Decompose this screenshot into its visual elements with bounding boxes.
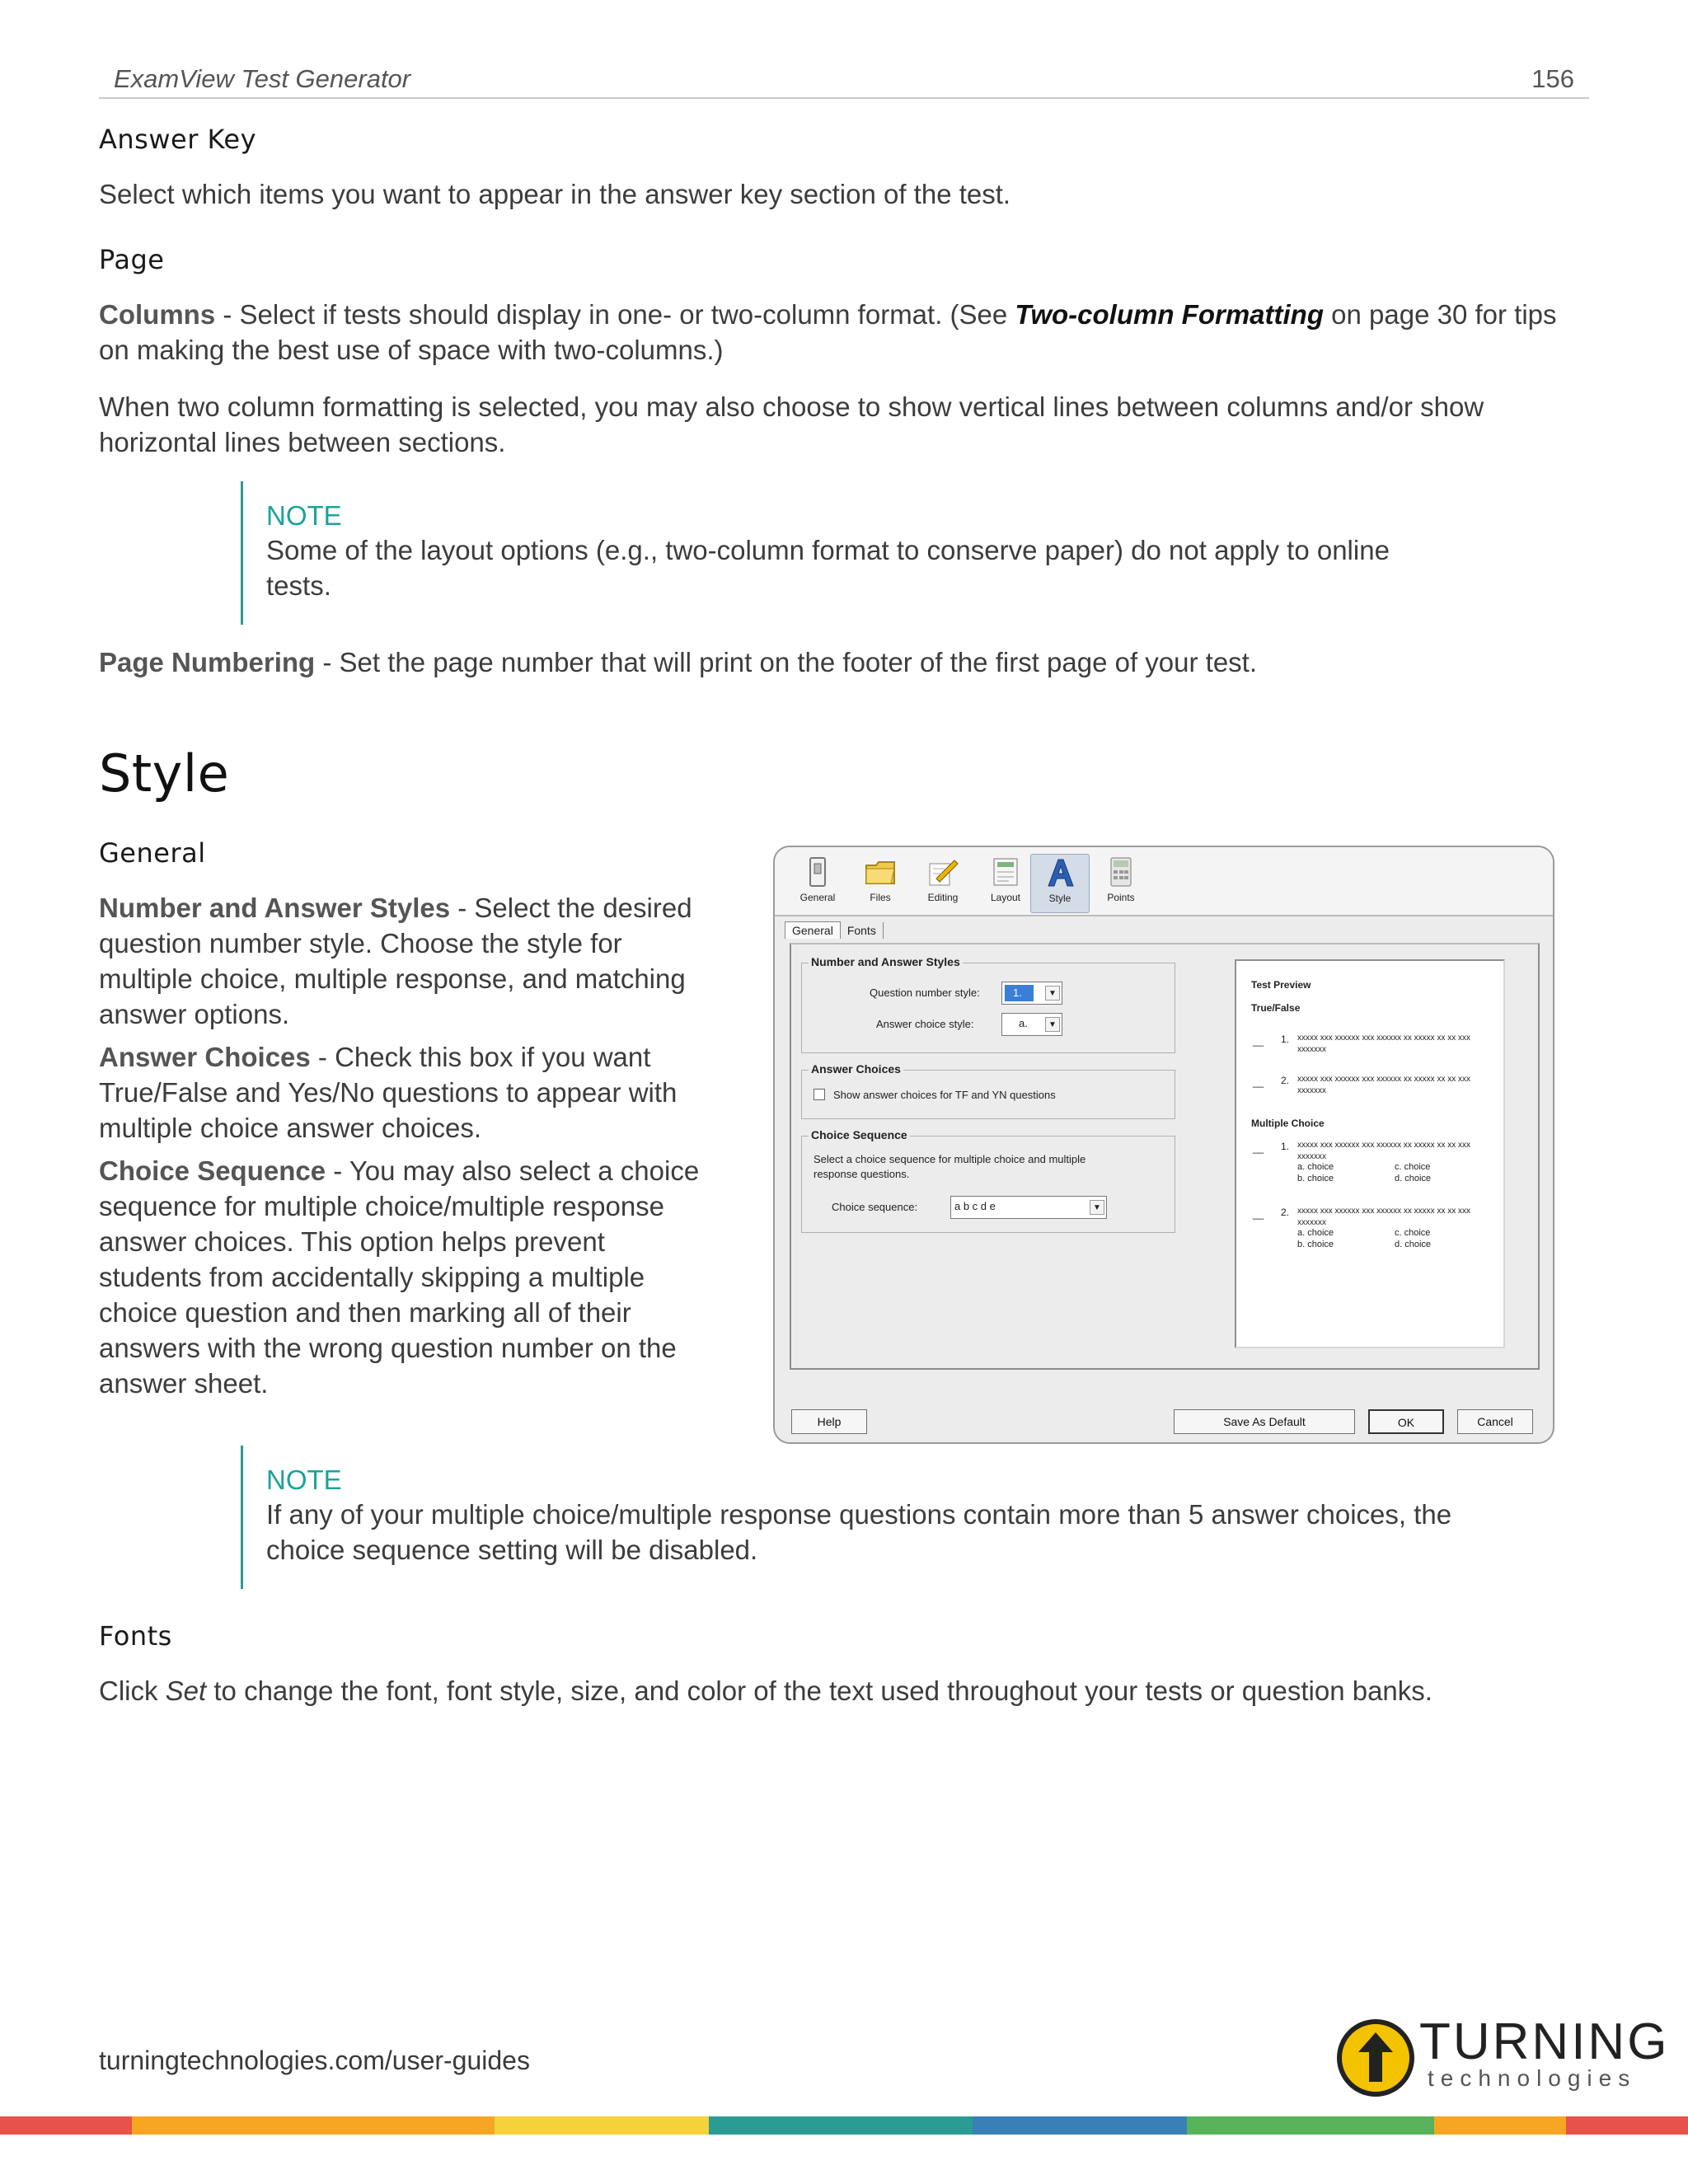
styles-paragraph (99, 890, 701, 1032)
toolbar-editing-label: Editing (927, 892, 959, 903)
two-column-paragraph: When two column formatting is selected, you may also choose to show vertical lines between columns and/or show horizontal lines between sections. (99, 391, 1484, 457)
fonts-text: Click (99, 1675, 166, 1706)
answer-choice-label: Answer choice style: (876, 1018, 974, 1030)
switch-icon (801, 855, 834, 888)
choices-lead: Answer Choices (99, 1042, 311, 1072)
two-column-link[interactable]: Two-column Formatting (1015, 299, 1324, 330)
chevron-down-icon: ▼ (1090, 1200, 1104, 1215)
turning-technologies-logo (1335, 2013, 1670, 2098)
sequence-paragraph (99, 1153, 701, 1401)
layout-note (241, 481, 1395, 625)
toolbar-files[interactable] (851, 854, 910, 913)
dialog-toolbar (775, 847, 1553, 916)
preview-line: xxxxx xxx xxxxxx xxx xxxxxx xx xxxxx xx xx xxx (1297, 1033, 1471, 1043)
logo-arrow-icon (1337, 2019, 1414, 2097)
dialog-tabs (785, 921, 884, 943)
font-style-icon (1043, 856, 1076, 889)
preview-blank: __ (1253, 1142, 1264, 1154)
logo-word: TURNING (1419, 2013, 1670, 2070)
style-heading: Style (99, 743, 230, 804)
sequence-lead: Choice Sequence (99, 1155, 326, 1186)
color-stripe (0, 2116, 1688, 2135)
fonts-paragraph (99, 1673, 1582, 1708)
preview-q1: 1. (1281, 1033, 1290, 1045)
styles-lead: Number and Answer Styles (99, 893, 451, 923)
pencil-icon (926, 855, 959, 888)
preview-title: Test Preview (1251, 979, 1311, 991)
toolbar-points[interactable] (1091, 854, 1151, 913)
options-dialog-screenshot (773, 846, 1554, 1444)
preview-blank: __ (1253, 1076, 1264, 1088)
preview-choice: b. choice (1297, 1240, 1334, 1249)
test-preview (1235, 959, 1505, 1348)
preview-choice: d. choice (1395, 1240, 1432, 1249)
question-number-select[interactable] (1001, 982, 1062, 1005)
layout-icon (989, 855, 1022, 888)
logo-subword: technologies (1428, 2065, 1637, 2091)
tab-general[interactable]: General (785, 921, 841, 939)
toolbar-style[interactable] (1030, 854, 1090, 913)
preview-choice: c. choice (1395, 1162, 1431, 1172)
styles-text: - Select the desired question number style. Choose the style for multiple choice, multiple response, and matching answer options. (99, 893, 692, 1029)
preview-choice: d. choice (1395, 1174, 1432, 1183)
calculator-icon (1104, 855, 1137, 888)
toolbar-general[interactable] (788, 854, 847, 913)
preview-q1: 1. (1281, 1141, 1290, 1152)
general-heading: General (99, 837, 206, 869)
preview-choice: a. choice (1297, 1162, 1334, 1172)
preview-blank: __ (1253, 1035, 1264, 1047)
columns-text-end: on page 30 for tips on making the best use of space with two-columns.) (99, 299, 1557, 365)
show-choices-checkbox[interactable] (814, 1089, 825, 1100)
preview-tf-heading: True/False (1251, 1002, 1301, 1014)
page-header (99, 64, 1589, 99)
answer-key-heading: Answer Key (99, 124, 257, 155)
preview-blank: __ (1253, 1208, 1264, 1220)
choices-text: - Check this box if you want True/False and Yes/No questions to appear with multiple choice answer choices. (99, 1042, 678, 1143)
sequence-description-2: response questions. (814, 1168, 910, 1180)
preview-line: xxxxx xxx xxxxxx xxx xxxxxx xx xxxxx xx xx xxx (1297, 1141, 1471, 1150)
folder-icon (864, 855, 897, 888)
page-numbering-text: - Set the page number that will print on the footer of the first page of your test. (315, 647, 1258, 677)
document-title: ExamView Test Generator (114, 64, 411, 93)
toolbar-editing[interactable] (913, 854, 973, 913)
toolbar-layout[interactable] (976, 854, 1035, 913)
chevron-down-icon: ▼ (1045, 1017, 1060, 1032)
note-label: NOTE (266, 1465, 342, 1495)
preview-q2: 2. (1281, 1075, 1290, 1086)
fonts-text-end: to change the font, font style, size, and color of the text used throughout your tests or question banks. (206, 1675, 1432, 1706)
choices-paragraph (99, 1039, 701, 1146)
ok-button[interactable]: OK (1368, 1409, 1444, 1434)
choice-sequence-group-title: Choice Sequence (809, 1128, 910, 1141)
footer-url[interactable]: turningtechnologies.com/user-guides (99, 2046, 530, 2075)
preview-choice: c. choice (1395, 1228, 1431, 1238)
tab-fonts[interactable]: Fonts (841, 922, 884, 939)
note-text: Some of the layout options (e.g., two-column format to conserve paper) do not apply to online tests. (266, 535, 1390, 601)
choice-sequence-note (241, 1446, 1461, 1589)
answer-choice-value: a. (1019, 1017, 1028, 1029)
show-choices-label: Show answer choices for TF and YN questions (833, 1089, 1056, 1101)
toolbar-files-label: Files (870, 892, 891, 903)
preview-line: xxxxxxx (1297, 1086, 1326, 1095)
page-number: 156 (1531, 64, 1574, 93)
sequence-text: - You may also select a choice sequence for multiple choice/multiple response answer choices. This option helps prevent students from accidentally skipping a multiple choice question and then marking all of their answers with the wrong question number on the answer sheet. (99, 1155, 700, 1399)
columns-paragraph (99, 297, 1582, 368)
choice-sequence-select[interactable] (950, 1196, 1107, 1219)
answer-choices-group (801, 1062, 1175, 1119)
toolbar-points-label: Points (1107, 892, 1135, 903)
help-button[interactable]: Help (791, 1409, 867, 1434)
note-label: NOTE (266, 500, 342, 531)
choice-sequence-value: a b c d e (954, 1200, 996, 1212)
toolbar-general-label: General (799, 892, 836, 903)
fonts-heading: Fonts (99, 1620, 172, 1652)
page-numbering-lead: Page Numbering (99, 647, 316, 677)
set-keyword: Set (165, 1675, 207, 1706)
preview-line: xxxxxxx (1297, 1152, 1326, 1161)
page-heading: Page (99, 244, 165, 275)
preview-line: xxxxx xxx xxxxxx xxx xxxxxx xx xxxxx xx xx xxx (1297, 1075, 1471, 1084)
question-number-value: 1. (1005, 985, 1034, 1001)
preview-line: xxxxxxx (1297, 1218, 1326, 1227)
cancel-button[interactable]: Cancel (1457, 1409, 1533, 1434)
page-numbering-paragraph (99, 644, 1582, 680)
choice-sequence-label: Choice sequence: (832, 1201, 918, 1213)
preview-q2: 2. (1281, 1207, 1290, 1218)
preview-line: xxxxx xxx xxxxxx xxx xxxxxx xx xxxxx xx xx xxx (1297, 1207, 1471, 1216)
save-as-default-button[interactable]: Save As Default (1174, 1409, 1355, 1434)
answer-key-text: Select which items you want to appear in the answer key section of the test. (99, 179, 1011, 209)
answer-choices-group-title: Answer Choices (809, 1062, 903, 1076)
chevron-down-icon: ▼ (1045, 986, 1060, 1001)
styles-group-title: Number and Answer Styles (809, 955, 963, 968)
columns-lead: Columns (99, 299, 216, 330)
sequence-description-1: Select a choice sequence for multiple choice and multiple (814, 1153, 1086, 1165)
choice-sequence-group (801, 1128, 1175, 1233)
preview-mc-heading: Multiple Choice (1251, 1118, 1325, 1129)
toolbar-style-label: Style (1048, 893, 1071, 904)
note-text: If any of your multiple choice/multiple response questions contain more than 5 answer choices, the choice sequence setting will be disabled. (266, 1499, 1452, 1565)
columns-text: - Select if tests should display in one- or two-column format. (See (215, 299, 1015, 330)
toolbar-layout-label: Layout (990, 892, 1021, 903)
preview-choice: b. choice (1297, 1174, 1334, 1183)
question-number-label: Question number style: (870, 987, 980, 999)
preview-choice: a. choice (1297, 1228, 1334, 1238)
style-description (99, 890, 701, 1401)
styles-group (801, 955, 1175, 1053)
general-tab-panel (790, 943, 1540, 1370)
preview-line: xxxxxxx (1297, 1045, 1326, 1054)
answer-choice-select[interactable] (1001, 1013, 1062, 1036)
